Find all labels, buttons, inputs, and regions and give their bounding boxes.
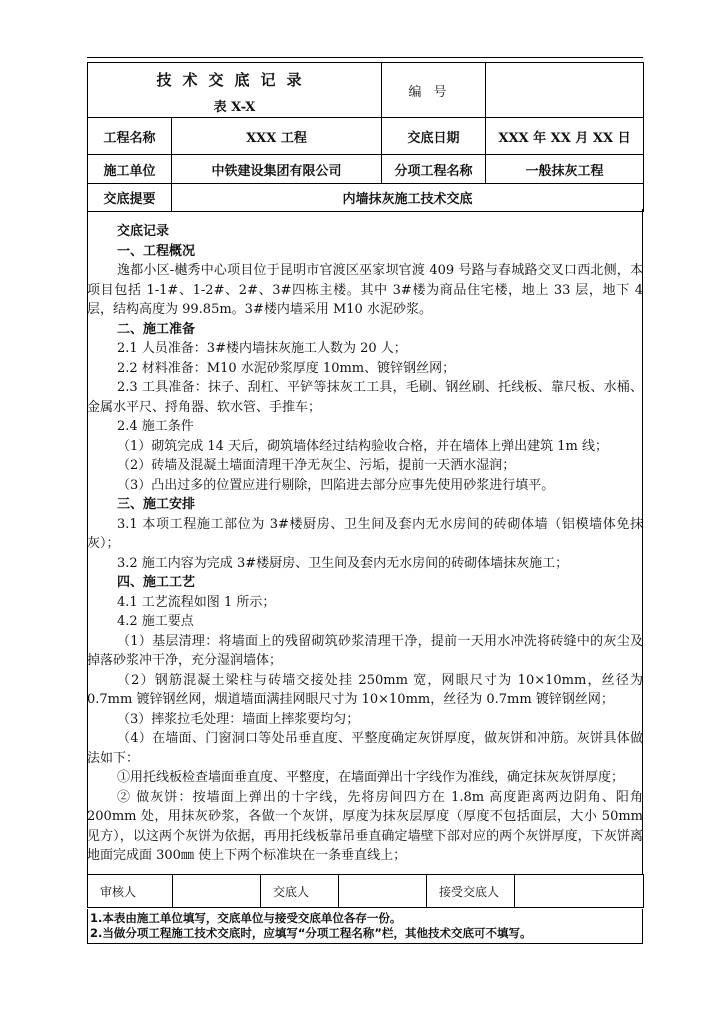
- footnotes: [87, 909, 643, 944]
- receiver-label: 接受交底人: [427, 875, 515, 908]
- number-label: 编号: [382, 63, 486, 118]
- section-4-2-4-a: ①用托线板检查墙面垂直度、平整度，在墙面弹出十字线作为准线，确定抹灰灰饼厚度；: [117, 770, 625, 785]
- title-cell: [88, 63, 382, 118]
- page-title: 技术交底记录: [156, 71, 313, 89]
- section-2-4-3: （3）凸出过多的位置应进行剔除，凹陷进去部分应事先使用砂浆进行填平。: [117, 477, 555, 493]
- footnote-2: 2.当做分项工程施工技术交底时，应填写“分项工程名称”栏，其他技术交底可不填写。: [90, 926, 532, 940]
- section-4-2-1: （1）基层清理：将墙面上的残留砌筑砂浆清理干净，提前一天用水冲洗将砖缝中的灰尘及掉落砂浆冲干净，充分湿润墙体；: [87, 633, 643, 668]
- section-1-paragraph: 逸都小区-樾秀中心项目位于昆明市官渡区巫家坝官渡 409 号路与春城路交叉口西北侧，本项目包括 1-1#、1-2#、2#、3#四栋主楼。其中 3#楼为商品住宅楼，地上 33 层，地下 4 层，结构高度为 99.85m。3#楼内墙采用 M10 水泥砂浆。: [87, 263, 643, 317]
- unit-value: 中铁建设集团有限公司: [172, 155, 382, 184]
- project-name-label: 工程名称: [88, 118, 172, 155]
- section-3-1: 3.1 本项工程施工部位为 3#楼厨房、卫生间及套内无水房间的砖砌体墙（铝模墙体免抹灰）；: [87, 516, 643, 551]
- section-4-title: 四、施工工艺: [117, 575, 196, 590]
- section-1-title: 一、工程概况: [117, 243, 196, 259]
- section-2-4-1: （1）砌筑完成 14 天后，砌筑墙体经过结构验收合格，并在墙体上弹出建筑 1m 线；: [117, 438, 608, 454]
- unit-label: 施工单位: [88, 155, 172, 184]
- date-label: 交底日期: [382, 118, 486, 155]
- signature-table: [87, 874, 644, 908]
- reviewer-label: 审核人: [88, 875, 173, 908]
- section-4-2-2: （2）钢筋混凝土梁柱与砖墙交接处挂 250mm 宽，网眼尺寸为 10×10mm，丝径为 0.7mm 镀锌钢丝网，烟道墙面满挂网眼尺寸为 10×10mm，丝径为 0.7mm 镀锌钢丝网；: [87, 672, 643, 707]
- discloser-label: 交底人: [261, 875, 339, 908]
- section-2-4: 2.4 施工条件: [117, 419, 194, 434]
- record-content: [87, 222, 643, 866]
- section-2-2: 2.2 材料准备：M10 水泥砂浆厚度 10mm、镀锌钢丝网；: [117, 360, 456, 376]
- section-2-3: 2.3 工具准备：抹子、刮杠、平铲等抹灰工工具，毛刷、钢丝刷、托线板、靠尺板、水桶、金属水平尺、捋角器、软水管、手推车；: [87, 380, 643, 415]
- footnote-1: 1.本表由施工单位填写，交底单位与接受交底单位各存一份。: [90, 911, 402, 925]
- project-name-value: XXX 工程: [172, 118, 382, 155]
- top-rule: [87, 57, 643, 58]
- form-number: 表 X-X: [213, 100, 256, 115]
- section-4-2: 4.2 施工要点: [117, 614, 194, 629]
- date-value: XXX 年 XX 月 XX 日: [486, 118, 644, 155]
- summary-label: 交底提要: [88, 184, 172, 212]
- section-2-1: 2.1 人员准备：3#楼内墙抹灰施工人数为 20 人；: [117, 341, 407, 356]
- section-4-1: 4.1 工艺流程如图 1 所示；: [117, 594, 276, 610]
- header-table: [87, 62, 644, 212]
- subproject-value: 一般抹灰工程: [486, 155, 644, 184]
- section-2-4-2: （2）砖墙及混凝土墙面清理干净无灰尘、污垢，提前一天洒水湿润；: [117, 458, 516, 473]
- section-3-2: 3.2 施工内容为完成 3#楼厨房、卫生间及套内无水房间的砖砌体墙抹灰施工；: [117, 555, 569, 571]
- record-title: 交底记录: [117, 224, 170, 239]
- section-4-2-3: （3）摔浆拉毛处理：墙面上摔浆要均匀；: [117, 711, 360, 727]
- section-3-title: 三、施工安排: [117, 497, 196, 512]
- discloser-value: [339, 875, 427, 908]
- section-4-2-4: （4）在墙面、门窗洞口等处吊垂直度、平整度确定灰饼厚度，做灰饼和冲筋。灰饼具体做法如下：: [87, 731, 643, 766]
- summary-value: 内墙抹灰施工技术交底: [172, 184, 644, 212]
- section-4-2-4-b: ② 做灰饼：按墙面上弹出的十字线，先将房间四方在 1.8m 高度距离两边阴角、阳角 200mm 处，用抹灰砂浆，各做一个灰饼，厚度为抹灰层厚度（厚度不包括面层，大小 50mm 见方），以这两个灰饼为依据，再用托线板靠吊垂直确定墙壁下部对应的两个灰饼厚度，下灰饼离地面完成面 300㎜ 使上下两个标准块在一条垂直线上；: [87, 789, 643, 863]
- subproject-label: 分项工程名称: [382, 155, 486, 184]
- number-value: [486, 63, 644, 118]
- receiver-value: [515, 875, 644, 908]
- reviewer-value: [173, 875, 261, 908]
- section-2-title: 二、施工准备: [117, 321, 196, 337]
